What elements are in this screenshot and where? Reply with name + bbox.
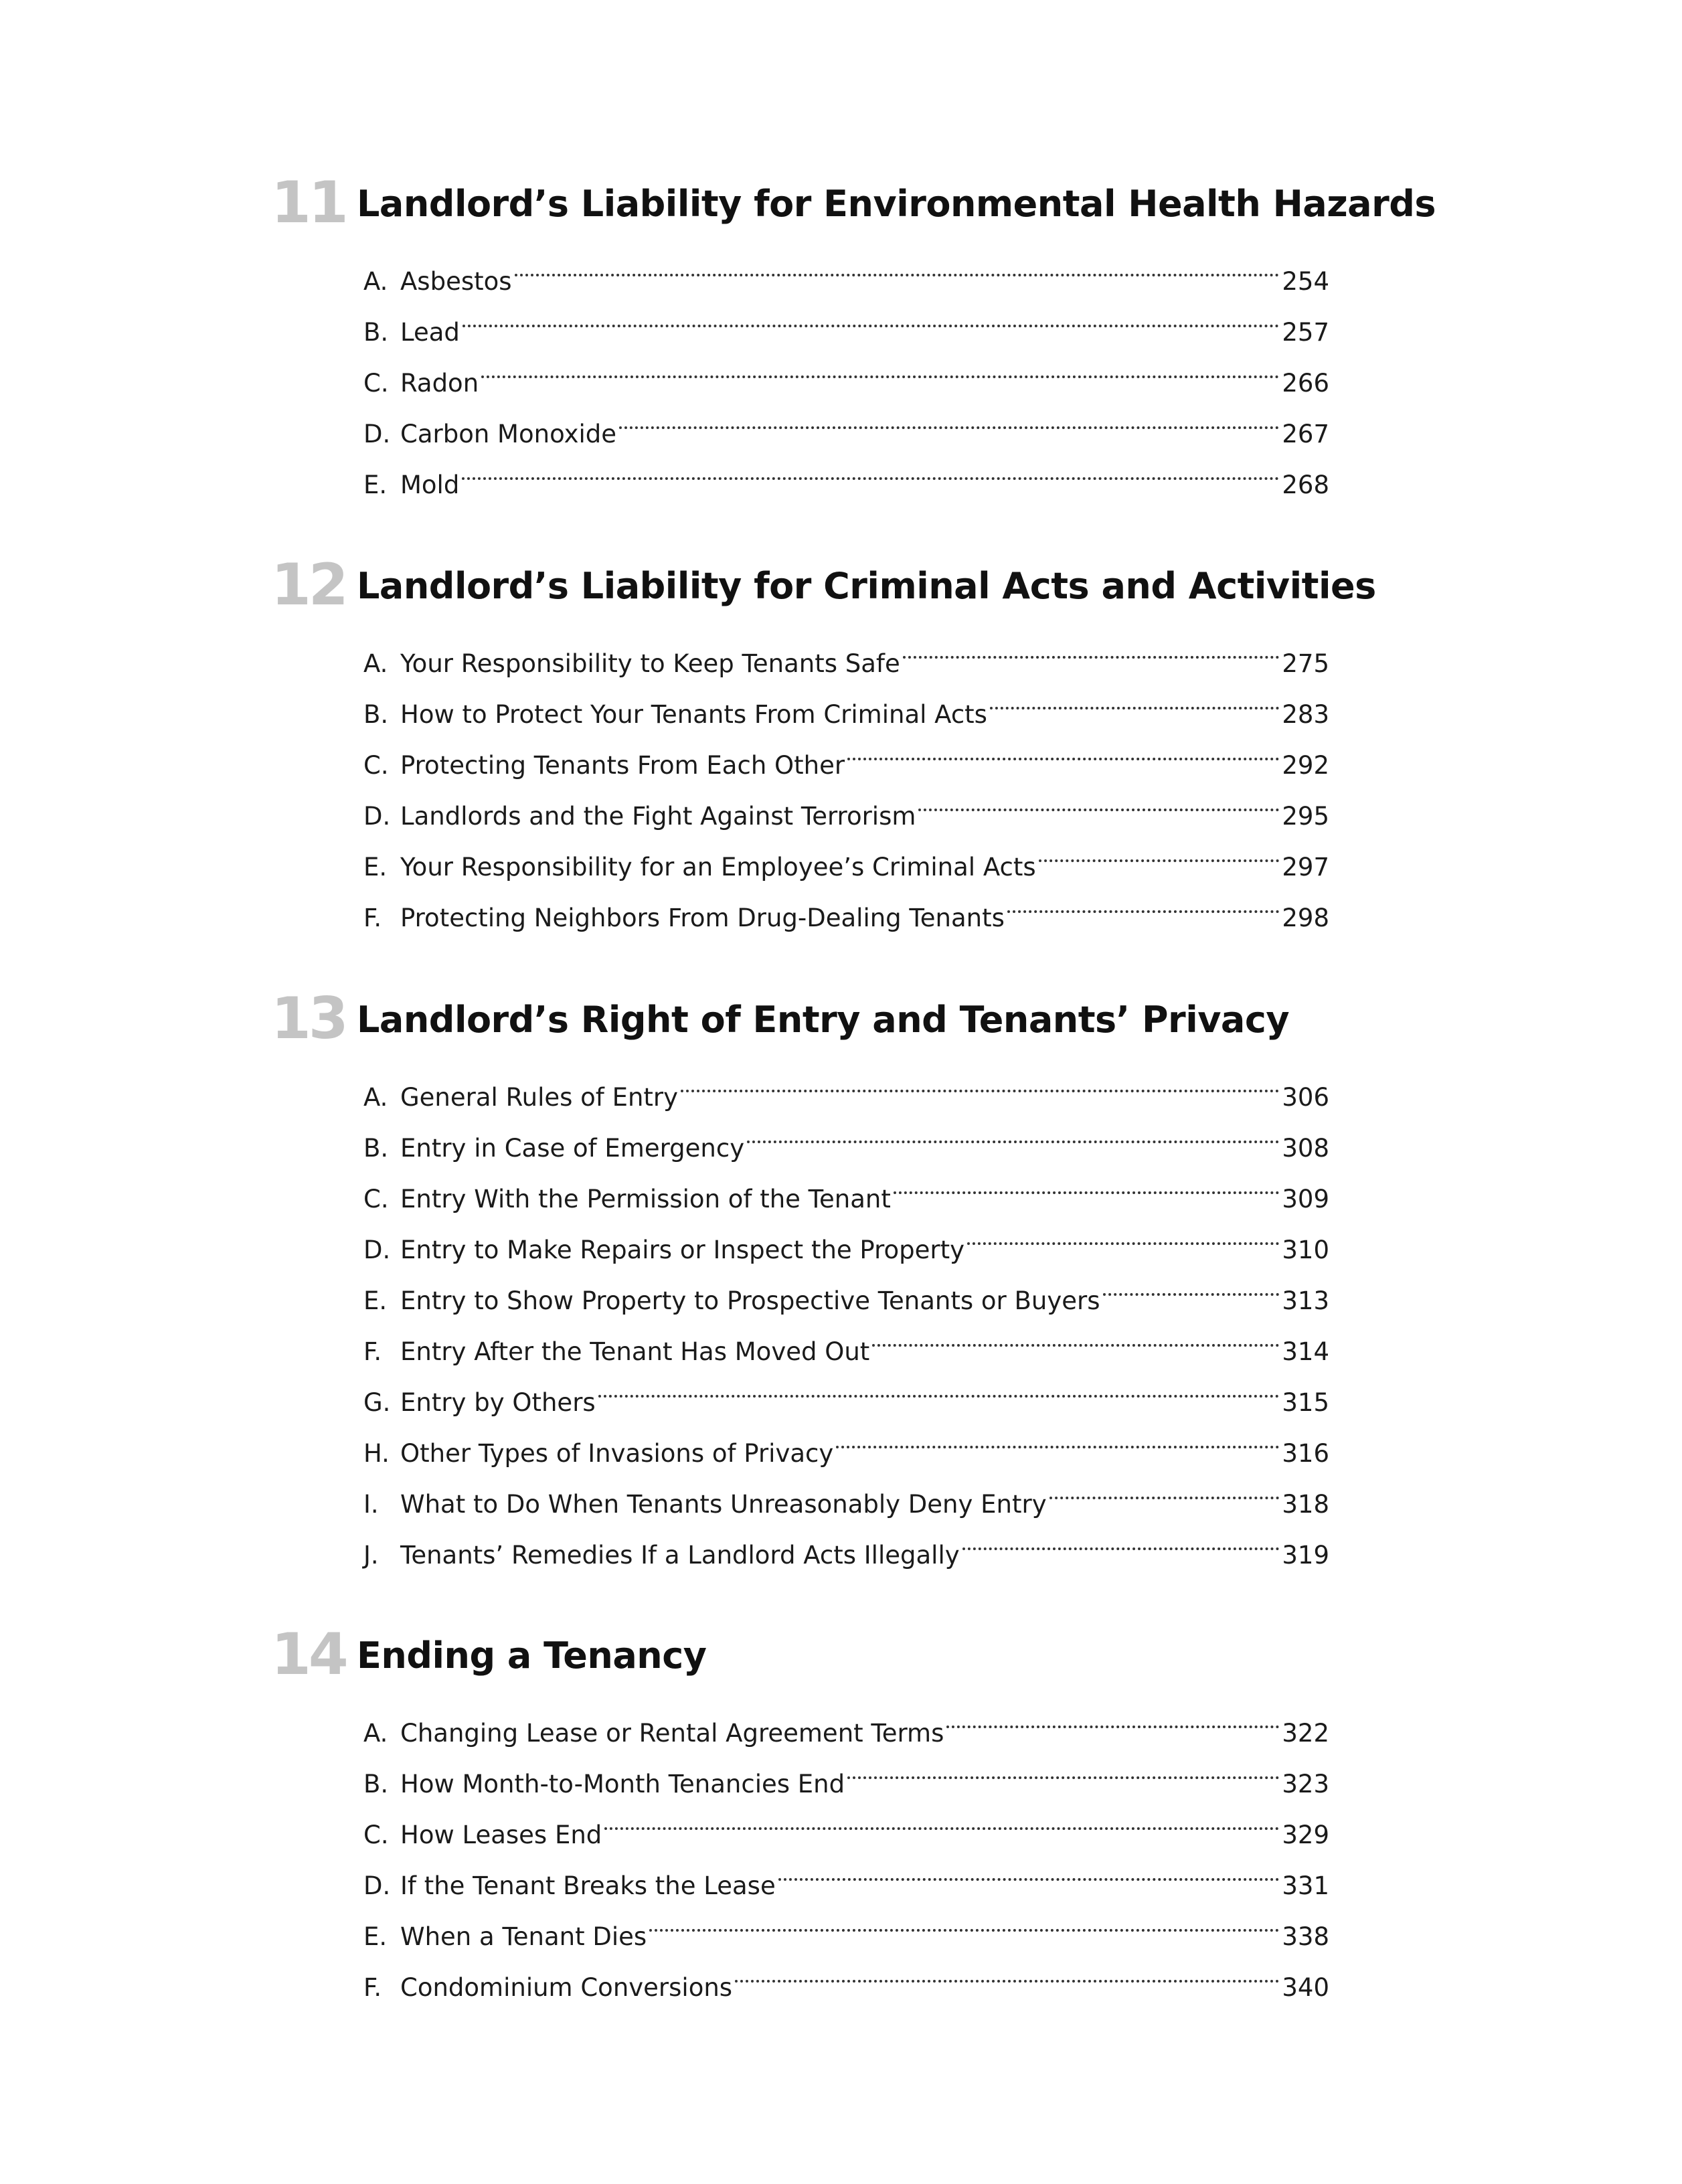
chapter-entries [363, 621, 1329, 932]
entry-title: Lead [400, 318, 460, 347]
entry-letter: E. [363, 1286, 388, 1315]
entry-page: 310 [1282, 1236, 1329, 1264]
entry-title: What to Do When Tenants Unreasonably Deny Entry [400, 1490, 1047, 1519]
chapter-title: Landlord’s Liability for Environmental Health Hazards [357, 183, 1436, 225]
entry-page: 319 [1282, 1541, 1329, 1570]
entry-page: 298 [1282, 904, 1329, 932]
entry-page: 331 [1282, 1871, 1329, 1900]
dot-leader [649, 1894, 1279, 1945]
dot-leader [847, 723, 1279, 774]
toc-entry[interactable] [363, 290, 1329, 347]
entry-title: Entry by Others [400, 1388, 596, 1417]
entry-page: 308 [1282, 1134, 1329, 1163]
entry-page: 323 [1282, 1770, 1329, 1798]
entry-page: 313 [1282, 1286, 1329, 1315]
entry-title: Your Responsibility for an Employee’s Criminal Acts [400, 853, 1036, 881]
entry-title: Entry After the Tenant Has Moved Out [400, 1337, 870, 1366]
entry-letter: A. [363, 649, 388, 678]
entry-letter: B. [363, 318, 389, 347]
entry-page: 318 [1282, 1490, 1329, 1519]
chapter-number: 12 [271, 552, 346, 618]
dot-leader [946, 1691, 1279, 1742]
dot-leader [747, 1106, 1279, 1157]
entry-letter: C. [363, 1185, 389, 1213]
entry-title: How Month-to-Month Tenancies End [400, 1770, 845, 1798]
entry-title: Changing Lease or Rental Agreement Terms [400, 1719, 944, 1748]
entry-letter: F. [363, 1337, 382, 1366]
entry-title: Your Responsibility to Keep Tenants Safe [400, 649, 900, 678]
entry-title: General Rules of Entry [400, 1083, 679, 1112]
dot-leader [681, 1055, 1279, 1106]
dot-leader [872, 1309, 1279, 1360]
entry-page: 329 [1282, 1821, 1329, 1849]
entry-title: Protecting Neighbors From Drug-Dealing Tenants [400, 904, 1005, 932]
dot-leader [604, 1792, 1279, 1843]
entry-page: 306 [1282, 1083, 1329, 1112]
entry-letter: B. [363, 1134, 389, 1163]
entry-page: 266 [1282, 369, 1329, 398]
dot-leader [778, 1843, 1280, 1894]
entry-page: 275 [1282, 649, 1329, 678]
entry-letter: F. [363, 904, 382, 932]
entry-page: 267 [1282, 420, 1329, 448]
dot-leader [990, 672, 1279, 723]
chapter-number: 11 [271, 169, 346, 236]
entry-letter: F. [363, 1973, 382, 2002]
entry-letter: G. [363, 1388, 391, 1417]
dot-leader [1039, 825, 1280, 875]
entry-title: If the Tenant Breaks the Lease [400, 1871, 776, 1900]
dot-leader [462, 442, 1279, 493]
entry-title: Other Types of Invasions of Privacy [400, 1439, 834, 1468]
dot-leader [962, 1513, 1280, 1564]
dot-leader [598, 1360, 1280, 1411]
dot-leader [1103, 1258, 1280, 1309]
entry-title: Entry to Make Repairs or Inspect the Property [400, 1236, 964, 1264]
chapter-number: 13 [271, 985, 346, 1052]
entry-letter: B. [363, 1770, 389, 1798]
dot-leader [1007, 875, 1280, 926]
entry-page: 283 [1282, 700, 1329, 729]
dot-leader [1049, 1462, 1280, 1513]
entry-title: Protecting Tenants From Each Other [400, 751, 845, 780]
entry-page: 340 [1282, 1973, 1329, 2002]
toc-entry[interactable] [363, 621, 1329, 678]
entry-title: Entry to Show Property to Prospective Tenants or Buyers [400, 1286, 1100, 1315]
dot-leader [619, 392, 1279, 442]
entry-page: 314 [1282, 1337, 1329, 1366]
dot-leader [894, 1157, 1280, 1207]
toc-entry[interactable] [363, 1055, 1329, 1112]
dot-leader [515, 239, 1280, 290]
dot-leader [462, 290, 1279, 341]
entry-letter: A. [363, 1719, 388, 1748]
entry-title: Radon [400, 369, 479, 398]
entry-title: Condominium Conversions [400, 1973, 733, 2002]
entry-letter: A. [363, 1083, 388, 1112]
entry-letter: D. [363, 1236, 391, 1264]
entry-title: How to Protect Your Tenants From Criminal Acts [400, 700, 987, 729]
dot-leader [967, 1207, 1279, 1258]
toc-entry[interactable] [363, 1691, 1329, 1748]
entry-title: Entry in Case of Emergency [400, 1134, 745, 1163]
entry-page: 309 [1282, 1185, 1329, 1213]
entry-letter: J. [363, 1541, 379, 1570]
toc-entry[interactable] [363, 239, 1329, 296]
entry-letter: D. [363, 802, 391, 831]
entry-title: Mold [400, 471, 460, 499]
entry-letter: H. [363, 1439, 390, 1468]
entry-letter: D. [363, 1871, 391, 1900]
entry-letter: D. [363, 420, 391, 448]
chapter-entries [363, 239, 1329, 499]
chapter-entries [363, 1055, 1329, 1570]
toc-entry[interactable] [363, 392, 1329, 448]
chapter-entries [363, 1691, 1329, 2002]
entry-letter: C. [363, 1821, 389, 1849]
entry-page: 338 [1282, 1922, 1329, 1951]
dot-leader [918, 774, 1279, 825]
entry-page: 295 [1282, 802, 1329, 831]
toc-entry[interactable] [363, 341, 1329, 398]
dot-leader [735, 1945, 1279, 1996]
chapter-number: 14 [271, 1621, 346, 1688]
entry-page: 254 [1282, 267, 1329, 296]
entry-letter: E. [363, 853, 388, 881]
entry-page: 297 [1282, 853, 1329, 881]
entry-title: Asbestos [400, 267, 512, 296]
entry-title: Entry With the Permission of the Tenant [400, 1185, 891, 1213]
entry-page: 322 [1282, 1719, 1329, 1748]
dot-leader [847, 1742, 1279, 1792]
entry-letter: C. [363, 751, 389, 780]
entry-letter: A. [363, 267, 388, 296]
entry-letter: E. [363, 471, 388, 499]
entry-page: 268 [1282, 471, 1329, 499]
chapter-title: Landlord’s Liability for Criminal Acts and Activities [357, 565, 1376, 607]
toc-entry[interactable] [363, 442, 1329, 499]
entry-title: Carbon Monoxide [400, 420, 616, 448]
chapter-title: Ending a Tenancy [357, 1634, 707, 1677]
entry-letter: C. [363, 369, 389, 398]
entry-letter: B. [363, 700, 389, 729]
entry-title: How Leases End [400, 1821, 602, 1849]
entry-title: Tenants’ Remedies If a Landlord Acts Illegally [400, 1541, 960, 1570]
entry-letter: E. [363, 1922, 388, 1951]
dot-leader [903, 621, 1280, 672]
entry-page: 315 [1282, 1388, 1329, 1417]
entry-letter: I. [363, 1490, 379, 1519]
dot-leader [481, 341, 1279, 392]
entry-page: 257 [1282, 318, 1329, 347]
dot-leader [836, 1411, 1279, 1462]
entry-page: 316 [1282, 1439, 1329, 1468]
entry-page: 292 [1282, 751, 1329, 780]
entry-title: When a Tenant Dies [400, 1922, 647, 1951]
chapter-title: Landlord’s Right of Entry and Tenants’ Privacy [357, 999, 1290, 1041]
entry-title: Landlords and the Fight Against Terrorism [400, 802, 916, 831]
